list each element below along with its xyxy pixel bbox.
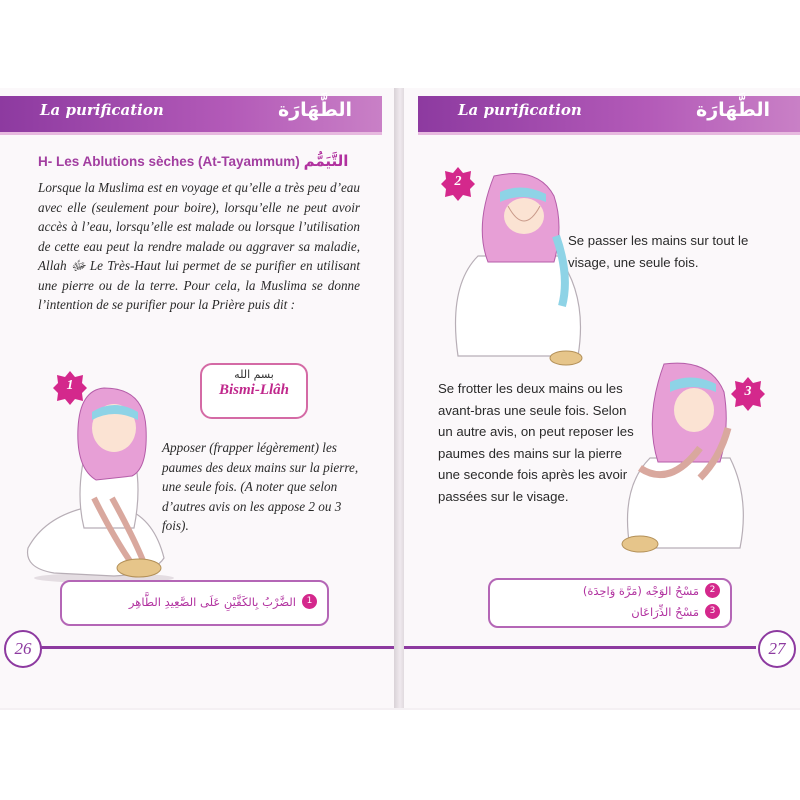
arabic-summary-box — [488, 578, 732, 628]
bubble-arabic: بسم الله — [234, 368, 274, 381]
left-page — [0, 88, 396, 708]
page-header — [0, 96, 382, 132]
arabic-line-1 — [129, 594, 317, 609]
step-badge-3 — [730, 376, 766, 412]
arabic-line-2 — [583, 583, 720, 598]
step-number: 3 — [744, 384, 752, 399]
step-number: 2 — [454, 174, 462, 189]
bubble-transliteration: Bismi-Llâh — [218, 382, 289, 398]
stone-icon — [550, 351, 582, 365]
arabic-line-number: 1 — [302, 594, 317, 609]
step-2-caption: Se passer les mains sur tout le visage, une seule fois. — [568, 233, 749, 270]
arabic-summary-box — [60, 580, 329, 626]
speech-bubble — [200, 363, 308, 419]
step-1-caption: Apposer (frapper légèrement) les paumes des deux mains sur la pierre, une seule fois. (A noter que selon d’autres avis on les appose 2 ou 3 fois). — [162, 440, 359, 533]
header-title-fr: La purification — [458, 101, 582, 119]
stone-icon — [117, 559, 161, 577]
stone-icon — [622, 536, 658, 552]
header-underline — [418, 132, 800, 135]
arabic-line-number: 3 — [705, 604, 720, 619]
step-badge-1 — [52, 370, 88, 406]
section-title-fr: H- Les Ablutions sèches (At-Tayammum) — [38, 154, 300, 169]
header-title-fr: La purification — [40, 101, 164, 119]
footer-bar — [40, 646, 396, 649]
arabic-line-text: مَسْحُ الوَجْه (مَرَّة وَاحِدَة) — [582, 583, 699, 598]
page-number: 27 — [758, 630, 796, 668]
section-title-ar: التَّيَمُّم — [303, 152, 349, 170]
header-title-ar: الطَّهَارَة — [278, 99, 352, 121]
step-3-caption: Se frotter les deux mains ou les avant-bras une seule fois. Selon un autre avis, on peut reposer les paumes des mains sur la pierre une seconde fois après les avoir passées sur le visage. — [438, 381, 634, 504]
section-title — [38, 152, 348, 170]
arabic-line-text: مَسْحُ الذِّرَاعَان — [631, 604, 699, 619]
step-badge-2 — [440, 166, 476, 202]
header-title-ar: الطَّهَارَة — [696, 99, 770, 121]
right-page — [404, 88, 800, 708]
step-number: 1 — [66, 378, 74, 393]
intro-paragraph: Lorsque la Muslima est en voyage et qu’elle a très peu d’eau avec elle (seulement pour boire), lorsqu’elle ne peut avoir accès à l’eau, lorsqu’elle est malade ou lorsque l’utilisation de cette eau peut la rendre malade ou aggraver sa maladie, Allah ﷻ Le Très-Haut lui permet de se purifier en utilisant une pierre ou de la terre. Pour cela, la Muslima se donne l’intention de se purifier pour la Prière puis dit : — [38, 180, 360, 312]
header-underline — [0, 132, 382, 135]
page-number: 26 — [4, 630, 42, 668]
page-header — [418, 96, 800, 132]
arabic-line-number: 2 — [705, 583, 720, 598]
arabic-line-text: الضَّرْبُ بِالكَفَّيْنِ عَلَى الصَّعِيدِ الطَّاهِر — [128, 594, 296, 609]
arabic-line-3 — [631, 604, 720, 619]
footer-bar — [404, 646, 756, 649]
